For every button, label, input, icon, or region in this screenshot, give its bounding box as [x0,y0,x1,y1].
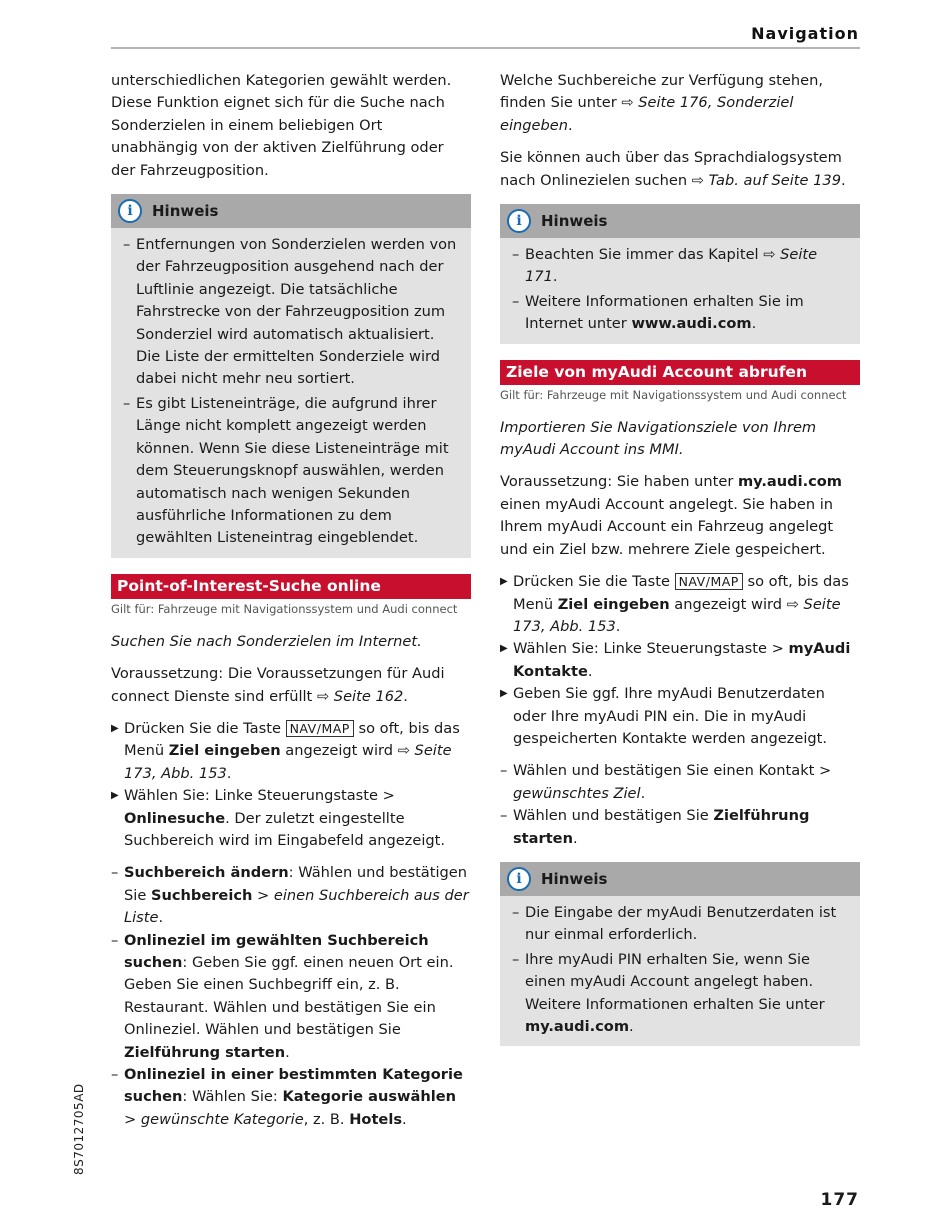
instruction-step [500,683,860,750]
text-span: Beachten Sie immer das Kapitel [525,246,764,264]
text-span: . [615,617,621,635]
page-header-title: Navigation [751,24,859,43]
note-body [111,228,471,558]
menu-name: Zielführung starten [513,807,810,847]
menu-name: Suchbereich [150,886,253,904]
web-address: www.audi.com [631,315,752,333]
text-span: Welche Suchbereiche zur Verfügung stehen, finden Sie unter [500,72,823,112]
paragraph [500,147,860,192]
page-reference: ⇨ Seite 173, Abb. 153 [513,595,841,635]
dash-marker: – [111,864,119,882]
menu-name: Kategorie auswählen [282,1088,457,1106]
dash-marker: – [111,931,119,949]
page-reference: ⇨ Tab. auf Seite 139 [691,171,841,189]
list-item [500,805,860,850]
text-span: > [124,1110,141,1128]
menu-name: Zielführung starten [124,1043,286,1061]
right-column [500,70,860,1062]
note-item [123,234,461,391]
page-reference: ⇨ Seite 173, Abb. 153 [124,742,452,782]
text-span: Ihre myAudi PIN erhalten Sie, wenn Sie einen myAudi Account angelegt haben. Weitere Informationen erhalten Sie unter [525,950,825,1013]
menu-name: Onlinesuche [124,809,226,827]
note-box-1 [111,194,471,558]
note-item [512,291,850,336]
note-item [512,902,850,947]
intro-paragraph: unterschiedlichen Kategorien gewählt werden. Diese Funktion eignet sich für die Suche nach Sonderzielen in einem beliebigen Ort unabhängig von der aktiven Zielführung oder der Fahrzeugposition. [111,72,452,179]
text-span: . [226,764,232,782]
text-span: Sie können auch über das Sprachdialogsystem nach Onlinezielen suchen [500,149,842,189]
section-heading-poi-online: Point-of-Interest-Suche online [111,574,471,599]
dash-marker: – [512,950,520,968]
note-body [500,238,860,344]
triangle-right-icon: ▶ [500,688,508,700]
text-span: einen myAudi Account angelegt. Sie haben in Ihrem myAudi Account ein Fahrzeug angelegt und ein Ziel bzw. mehrere Ziele gespeichert. [500,495,834,558]
menu-name: Ziel eingeben [557,595,670,613]
dash-marker: – [512,903,520,921]
menu-name: Hotels [349,1110,403,1128]
menu-name: myAudi Kontakte [513,640,851,680]
text-span: Voraussetzung: Die Voraussetzungen für Audi connect Dienste sind erfüllt [111,665,445,705]
section-lead: Importieren Sie Navigationsziele von Ihrem myAudi Account ins MMI. [500,418,817,459]
text-span: . [403,687,408,705]
nav-map-key-label: NAV/MAP [286,720,354,737]
note-box-3 [500,862,860,1046]
paragraph [500,70,860,137]
note-item [512,949,850,1039]
note-body [500,896,860,1046]
text-span: . [568,116,573,134]
text-span: . [751,315,757,333]
nav-map-key-label: NAV/MAP [675,573,743,590]
note-header [500,862,860,896]
text-span: . [158,909,164,927]
text-span: angezeigt wird [669,595,787,613]
text-span: Weitere Informationen erhalten Sie im Internet unter [525,292,804,333]
text-span: Voraussetzung: Sie haben unter [500,473,738,491]
text-span: : Wählen und bestätigen Sie [124,864,468,904]
text-span: angezeigt wird [280,742,398,760]
text-span: Wählen und bestätigen Sie einen Kontakt > [513,762,832,780]
option-list [111,862,471,1131]
text-span: Wählen Sie: Linke Steuerungstaste > [513,640,789,658]
instruction-step [111,785,471,852]
prerequisite-paragraph [111,663,471,708]
instruction-step [111,718,471,785]
info-icon: i [507,867,531,891]
note-item [512,244,850,289]
text-span: . Der zuletzt eingestellte Suchbereich wird im Eingabefeld angezeigt. [124,809,445,849]
list-item [111,1064,471,1131]
applies-to-label: Gilt für: Fahrzeuge mit Navigationssystem und Audi connect [111,601,458,616]
list-item [111,862,471,929]
text-span: . [402,1110,407,1128]
text-span: : Wählen Sie: [182,1088,283,1106]
dash-marker: – [123,236,131,254]
text-span: , z. B. [303,1110,350,1128]
dash-marker: – [500,762,508,780]
text-span: so oft, bis das Menü [124,719,460,760]
option-list [500,760,860,850]
note-title: Hinweis [541,211,608,230]
dash-marker: – [512,292,520,310]
triangle-right-icon: ▶ [111,790,119,802]
menu-option: gewünschtes Ziel [513,784,641,802]
menu-option: einen Suchbereich aus der Liste [124,886,469,927]
triangle-right-icon: ▶ [500,643,508,655]
text-span: . [629,1018,634,1035]
text-span: > [252,886,274,904]
info-icon: i [507,209,531,233]
text-span: Die Eingabe der myAudi Benutzerdaten ist nur einmal erforderlich. [525,903,837,944]
instruction-step [500,571,860,638]
left-column [111,70,471,1131]
text-span: Wählen Sie: Linke Steuerungstaste > [124,787,395,805]
menu-option: gewünschte Kategorie [140,1110,304,1128]
note-item [123,393,461,550]
header-divider [111,47,860,49]
triangle-right-icon: ▶ [111,722,119,734]
dash-marker: – [123,394,131,412]
triangle-right-icon: ▶ [500,576,508,588]
note-header [111,194,471,228]
dash-marker: – [500,807,508,825]
page-number: 177 [820,1190,859,1210]
text-span: . [285,1043,290,1061]
text-span: Drücken Sie die Taste [513,573,675,591]
document-code [72,1085,92,1175]
note-header [500,204,860,238]
dash-marker: – [111,1066,119,1084]
menu-name: Onlineziel im gewählten Suchbereich suchen [124,931,429,971]
web-address: my.audi.com [737,473,843,491]
text-span: Geben Sie ggf. Ihre myAudi Benutzerdaten oder Ihre myAudi PIN ein. Die in myAudi gespeicherten Kontakte werden angezeigt. [513,685,828,747]
page-reference: ⇨ Seite 162 [316,687,404,705]
text-span: : Geben Sie ggf. einen neuen Ort ein. Geben Sie einen Suchbegriff ein, z. B. Restaurant. Wählen und bestätigen Sie ein Onlineziel. Wählen und bestätigen Sie [124,954,454,1039]
prerequisite-paragraph [500,471,860,561]
section-lead: Suchen Sie nach Sonderzielen im Internet. [111,632,422,650]
info-icon: i [118,199,142,223]
page-reference: ⇨ Seite 176, Sonderziel eingeben [500,94,794,134]
menu-name: Ziel eingeben [168,742,281,760]
text-span: Wählen und bestätigen Sie [513,807,714,825]
dash-marker: – [512,246,520,264]
menu-name: Onlineziel in einer bestimmten Kategorie suchen [124,1066,463,1106]
note-title: Hinweis [152,201,219,220]
section-heading-myaudi: Ziele von myAudi Account abrufen [500,360,860,385]
applies-to-label: Gilt für: Fahrzeuge mit Navigationssystem und Audi connect [500,387,847,402]
list-item [500,760,860,805]
text-span: . [572,829,578,847]
text-span: . [552,268,558,286]
text-span: Drücken Sie die Taste [124,719,286,737]
note-item-text: Entfernungen von Sonderzielen werden von der Fahrzeugposition ausgehend nach der Luftlinie angezeigt. Die tatsächliche Fahrstrecke von der Fahrzeugposition zum Sonderziel wird automatisch aktualisiert. Die Liste der ermittelten Sonderziele wird dabei nicht mehr neu sortiert. [136,236,457,388]
web-address: my.audi.com [525,1018,630,1035]
text-span: so oft, bis das Menü [513,573,849,613]
list-item [111,930,471,1064]
text-span: . [587,662,593,680]
document-code-text: 8S7012705AD [72,1083,86,1175]
note-item-text: Es gibt Listeneinträge, die aufgrund ihrer Länge nicht komplett angezeigt werden können. Wenn Sie diese Listeneinträge mit dem Steuerungsknopf auswählen, werden automatisch nach wenigen Sekunden ausführliche Informationen zu dem gewählten Listeneintrag eingeblendet. [136,394,449,547]
note-box-2 [500,204,860,344]
page-reference: ⇨ Seite 171 [525,246,818,286]
note-title: Hinweis [541,869,608,888]
menu-name: Suchbereich ändern [124,864,289,882]
text-span: . [841,171,846,189]
text-span: . [640,784,646,802]
instruction-step [500,638,860,683]
